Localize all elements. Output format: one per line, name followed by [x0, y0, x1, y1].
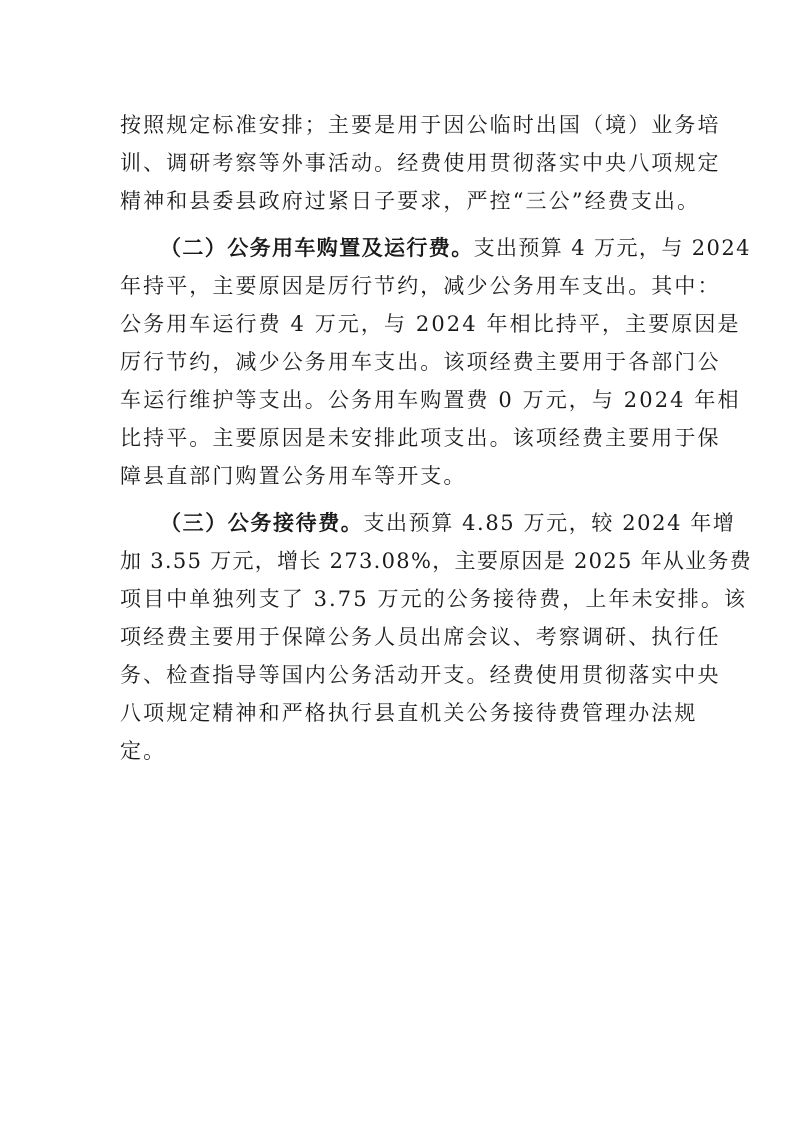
text-line: 厉行节约，减少公务用车支出。该项经费主要用于各部门公	[120, 350, 721, 374]
paragraph-2-line-7	[0, 456, 793, 496]
paragraph-1-line-1	[0, 105, 793, 145]
text-line: 定。	[120, 739, 167, 763]
paragraph-3-line-5	[0, 655, 793, 695]
text-line: 车运行维护等支出。公务用车购置费 0 万元，与 2024 年相	[120, 388, 741, 412]
paragraph-3-line-7	[0, 731, 793, 771]
text-line: 精神和县委县政府过紧日子要求，严控“三公”经费支出。	[120, 189, 701, 213]
text-line: 障县直部门购置公务用车等开支。	[120, 464, 467, 488]
text-line: 年持平，主要原因是厉行节约，减少公务用车支出。其中：	[120, 274, 721, 298]
paragraph-3-line-4	[0, 617, 793, 657]
text-line: 务、检查指导等国内公务活动开支。经费使用贯彻落实中央	[120, 663, 721, 687]
section-heading-vehicle: （二）公务用车购置及运行费。	[160, 235, 474, 260]
text-line: 支出预算 4 万元，与 2024	[473, 236, 751, 260]
section-heading-reception: （三）公务接待费。	[160, 510, 364, 535]
paragraph-2-line-6	[0, 418, 793, 458]
paragraph-2-line-5	[0, 380, 793, 420]
paragraph-2-line-1	[0, 228, 793, 268]
text-line: 公务用车运行费 4 万元，与 2024 年相比持平，主要原因是	[120, 312, 741, 336]
paragraph-3-line-6	[0, 693, 793, 733]
text-line: 加 3.55 万元，增长 273.08%，主要原因是 2025 年从业务费	[120, 549, 753, 573]
paragraph-3-line-1	[0, 503, 793, 543]
text-line: 训、调研考察等外事活动。经费使用贯彻落实中央八项规定	[120, 151, 721, 175]
paragraph-1-line-2	[0, 143, 793, 183]
text-line: 按照规定标准安排；主要是用于因公临时出国（境）业务培	[120, 113, 721, 137]
paragraph-3-line-3	[0, 579, 793, 619]
paragraph-1-line-3	[0, 181, 793, 221]
text-line: 八项规定精神和严格执行县直机关公务接待费管理办法规	[120, 701, 698, 725]
text-line: 比持平。主要原因是未安排此项支出。该项经费主要用于保	[120, 426, 721, 450]
text-line: 项经费主要用于保障公务人员出席会议、考察调研、执行任	[120, 625, 721, 649]
paragraph-2-line-2	[0, 266, 793, 306]
paragraph-2-line-3	[0, 304, 793, 344]
text-line: 项目中单独列支了 3.75 万元的公务接待费，上年未安排。该	[120, 587, 748, 611]
paragraph-2-line-4	[0, 342, 793, 382]
paragraph-3-line-2	[0, 541, 793, 581]
text-line: 支出预算 4.85 万元，较 2024 年增	[363, 511, 736, 535]
